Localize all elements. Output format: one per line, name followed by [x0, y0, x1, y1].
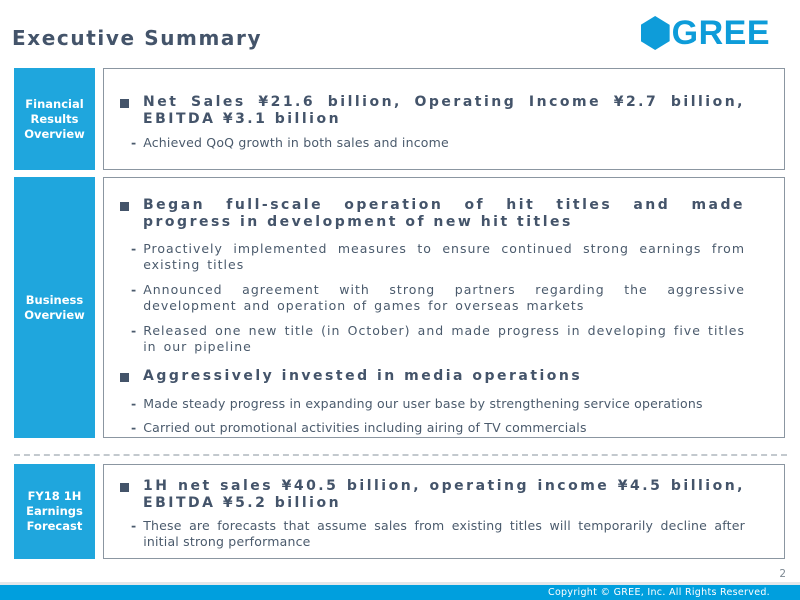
section-fy18-forecast	[14, 464, 785, 559]
gree-hexagon-icon	[641, 16, 670, 50]
square-bullet-icon	[120, 99, 129, 108]
section-financial-results	[14, 68, 785, 170]
bullet-item	[118, 94, 770, 128]
sub-bullet-text: Announced agreement with strong partners regarding the aggressive development and operation of games for overseas markets	[143, 282, 745, 313]
sub-bullet-text: Made steady progress in expanding our user base by strengthening service operations	[143, 396, 703, 411]
dash-bullet-icon: -	[131, 241, 137, 256]
bullet-item	[118, 197, 770, 231]
sub-bullet-item	[118, 396, 770, 412]
section-content-business-overview	[103, 177, 785, 438]
sub-bullet-item	[118, 282, 770, 314]
footer-copyright: Copyright © GREE, Inc. All Rights Reserved.	[0, 585, 800, 600]
section-content-financial-results	[103, 68, 785, 170]
sub-bullet-text: Released one new title (in October) and made progress in developing five titles in our pipeline	[143, 323, 745, 354]
dashed-divider	[14, 454, 787, 456]
dash-bullet-icon: -	[131, 323, 137, 338]
dash-bullet-icon: -	[131, 135, 137, 150]
dash-bullet-icon: -	[131, 420, 137, 435]
section-label-financial-results: Financial Results Overview	[14, 68, 95, 170]
bullet-text: 1H net sales ¥40.5 billion, operating income ¥4.5 billion, EBITDA ¥5.2 billion	[143, 478, 745, 511]
sub-bullet-item	[118, 518, 770, 550]
bullet-text: Aggressively invested in media operations	[143, 368, 583, 384]
gree-logo-text: GREE	[671, 14, 770, 52]
section-content-fy18-forecast	[103, 464, 785, 559]
section-label-business-overview: Business Overview	[14, 177, 95, 438]
gree-logo	[641, 16, 770, 50]
dash-bullet-icon: -	[131, 282, 137, 297]
bullet-item	[118, 368, 770, 385]
square-bullet-icon	[120, 202, 129, 211]
dash-bullet-icon: -	[131, 396, 137, 411]
bullet-text: Net Sales ¥21.6 billion, Operating Income ¥2.7 billion, EBITDA ¥3.1 billion	[143, 94, 745, 127]
sub-bullet-text: Carried out promotional activities including airing of TV commercials	[143, 420, 587, 435]
section-business-overview	[14, 177, 785, 438]
section-label-fy18-forecast: FY18 1H Earnings Forecast	[14, 464, 95, 559]
sub-bullet-text: These are forecasts that assume sales from existing titles will temporarily decline after initial strong performance	[143, 518, 745, 549]
sub-bullet-text: Proactively implemented measures to ensure continued strong earnings from existing titles	[143, 241, 745, 272]
sub-bullet-item	[118, 323, 770, 355]
page-title: Executive Summary	[12, 26, 263, 50]
sub-bullet-item	[118, 135, 770, 151]
dash-bullet-icon: -	[131, 518, 137, 533]
sub-bullet-text: Achieved QoQ growth in both sales and income	[143, 135, 449, 150]
square-bullet-icon	[120, 373, 129, 382]
sub-bullet-item	[118, 420, 770, 436]
page-number: 2	[779, 568, 786, 580]
sub-bullet-item	[118, 241, 770, 273]
bullet-item	[118, 478, 770, 512]
square-bullet-icon	[120, 483, 129, 492]
bullet-text: Began full-scale operation of hit titles and made progress in development of new hit titles	[143, 197, 745, 230]
